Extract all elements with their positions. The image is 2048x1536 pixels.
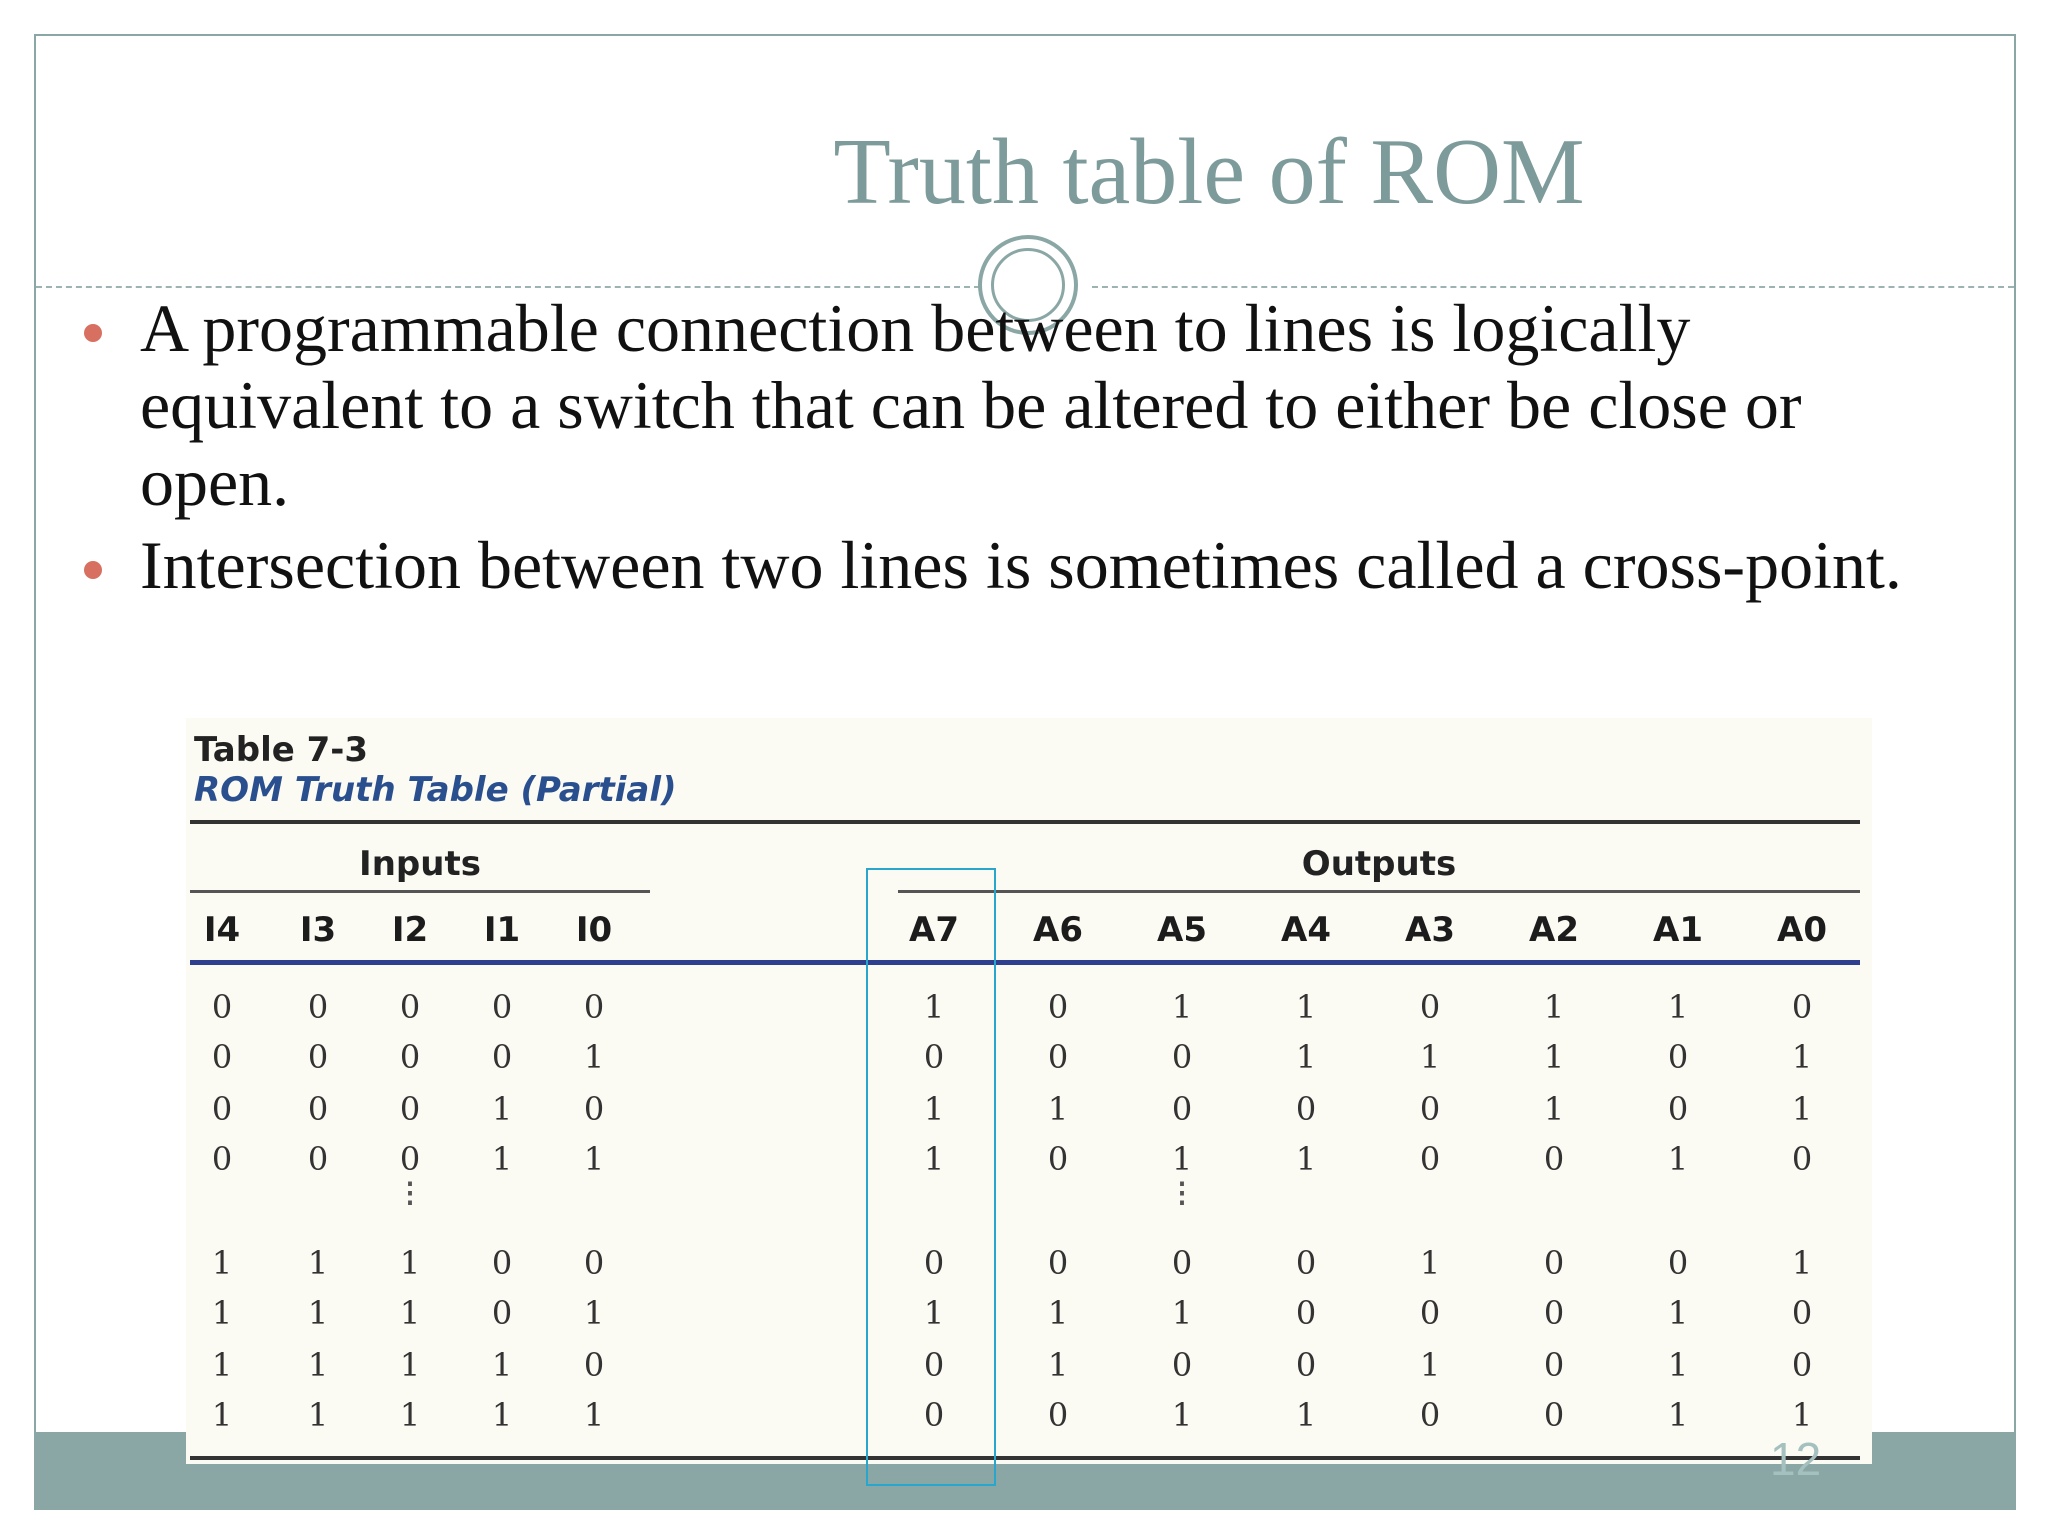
table-cell: 1 bbox=[1295, 1038, 1317, 1076]
table-cell: 1 bbox=[307, 1396, 329, 1434]
page-number: 12 bbox=[1770, 1433, 1822, 1485]
table-cell: 0 bbox=[211, 1038, 233, 1076]
inputs-group-header: Inputs bbox=[359, 844, 481, 884]
table-cell: 1 bbox=[583, 1294, 605, 1332]
table-cell: 1 bbox=[491, 1140, 513, 1178]
table-cell: 1 bbox=[1171, 988, 1193, 1026]
inputs-group-rule bbox=[190, 890, 650, 893]
column-header-a7: A7 bbox=[909, 910, 959, 950]
table-cell: 0 bbox=[1047, 1244, 1069, 1282]
table-cell: 0 bbox=[1419, 1396, 1441, 1434]
table-cell: 0 bbox=[1047, 1140, 1069, 1178]
table-cell: 0 bbox=[491, 988, 513, 1026]
table-cell: 1 bbox=[1047, 1346, 1069, 1384]
table-cell: 1 bbox=[307, 1244, 329, 1282]
table-cell: 0 bbox=[1667, 1244, 1689, 1282]
table-caption: Table 7-3 bbox=[194, 730, 369, 770]
a7-column-highlight bbox=[866, 868, 996, 1486]
table-cell: 1 bbox=[1667, 1140, 1689, 1178]
table-cell: 1 bbox=[491, 1346, 513, 1384]
slide-title: Truth table of ROM bbox=[833, 120, 1585, 224]
title-divider-right bbox=[1092, 286, 2014, 288]
rom-truth-table-figure bbox=[186, 718, 1872, 1464]
table-cell: 1 bbox=[307, 1346, 329, 1384]
outputs-group-header: Outputs bbox=[1301, 844, 1457, 884]
table-cell: 1 bbox=[307, 1294, 329, 1332]
table-cell: 0 bbox=[1047, 1396, 1069, 1434]
bullet-dot-icon bbox=[84, 561, 102, 579]
column-header-a4: A4 bbox=[1281, 910, 1331, 950]
table-cell: 0 bbox=[1543, 1294, 1565, 1332]
table-cell: 1 bbox=[399, 1244, 421, 1282]
table-cell: 0 bbox=[307, 1090, 329, 1128]
table-cell: 1 bbox=[1667, 1294, 1689, 1332]
table-cell: 1 bbox=[491, 1396, 513, 1434]
column-header-a3: A3 bbox=[1405, 910, 1455, 950]
table-cell: 1 bbox=[1543, 1090, 1565, 1128]
table-cell: 1 bbox=[1419, 1244, 1441, 1282]
table-cell: 0 bbox=[923, 1244, 945, 1282]
bullet-text: A programmable connection between to lines is logically equivalent to a switch that can be altered to either be close or open. bbox=[140, 290, 1802, 520]
table-cell: 0 bbox=[1295, 1090, 1317, 1128]
table-cell: 1 bbox=[1667, 988, 1689, 1026]
table-cell: 0 bbox=[491, 1038, 513, 1076]
column-header-i4: I4 bbox=[203, 910, 241, 950]
table-cell: 1 bbox=[399, 1294, 421, 1332]
table-cell: 0 bbox=[1171, 1346, 1193, 1384]
table-cell: 0 bbox=[1667, 1090, 1689, 1128]
ellipsis-inputs: ⋮ bbox=[396, 1176, 424, 1209]
column-header-i3: I3 bbox=[299, 910, 337, 950]
table-cell: 0 bbox=[583, 1090, 605, 1128]
table-cell: 0 bbox=[1047, 988, 1069, 1026]
table-cell: 0 bbox=[399, 1038, 421, 1076]
bullet-list bbox=[80, 290, 1940, 610]
table-cell: 0 bbox=[1543, 1140, 1565, 1178]
outputs-group-rule bbox=[898, 890, 1860, 893]
table-cell: 1 bbox=[211, 1294, 233, 1332]
table-cell: 0 bbox=[307, 988, 329, 1026]
table-cell: 0 bbox=[1543, 1244, 1565, 1282]
column-header-a5: A5 bbox=[1157, 910, 1207, 950]
table-cell: 0 bbox=[1791, 1140, 1813, 1178]
table-cell: 1 bbox=[1791, 1396, 1813, 1434]
table-cell: 0 bbox=[1667, 1038, 1689, 1076]
bullet-dot-icon bbox=[84, 324, 102, 342]
table-cell: 0 bbox=[211, 988, 233, 1026]
table-cell: 0 bbox=[1419, 1294, 1441, 1332]
table-cell: 1 bbox=[1295, 1140, 1317, 1178]
table-cell: 0 bbox=[1543, 1396, 1565, 1434]
table-cell: 1 bbox=[1667, 1396, 1689, 1434]
column-header-a1: A1 bbox=[1653, 910, 1703, 950]
table-cell: 1 bbox=[1419, 1346, 1441, 1384]
table-cell: 1 bbox=[923, 988, 945, 1026]
table-cell: 1 bbox=[1419, 1038, 1441, 1076]
table-cell: 0 bbox=[211, 1140, 233, 1178]
table-cell: 0 bbox=[399, 1140, 421, 1178]
table-cell: 0 bbox=[1791, 988, 1813, 1026]
table-cell: 1 bbox=[1171, 1140, 1193, 1178]
bullet-item bbox=[80, 290, 1940, 521]
table-cell: 1 bbox=[923, 1294, 945, 1332]
table-cell: 0 bbox=[1419, 1140, 1441, 1178]
table-cell: 0 bbox=[923, 1038, 945, 1076]
table-cell: 0 bbox=[491, 1244, 513, 1282]
table-cell: 1 bbox=[583, 1038, 605, 1076]
column-header-a0: A0 bbox=[1777, 910, 1827, 950]
table-cell: 1 bbox=[1171, 1294, 1193, 1332]
table-cell: 1 bbox=[1295, 1396, 1317, 1434]
table-cell: 0 bbox=[1295, 1294, 1317, 1332]
table-cell: 1 bbox=[923, 1090, 945, 1128]
table-cell: 1 bbox=[1047, 1090, 1069, 1128]
table-cell: 1 bbox=[1171, 1396, 1193, 1434]
column-header-a2: A2 bbox=[1529, 910, 1579, 950]
table-cell: 0 bbox=[583, 988, 605, 1026]
table-cell: 1 bbox=[1543, 988, 1565, 1026]
table-cell: 1 bbox=[923, 1140, 945, 1178]
table-cell: 1 bbox=[583, 1140, 605, 1178]
bullet-item bbox=[80, 527, 1940, 604]
table-cell: 1 bbox=[1543, 1038, 1565, 1076]
column-header-a6: A6 bbox=[1033, 910, 1083, 950]
table-cell: 0 bbox=[923, 1346, 945, 1384]
table-cell: 1 bbox=[1791, 1038, 1813, 1076]
table-cell: 1 bbox=[1667, 1346, 1689, 1384]
table-cell: 1 bbox=[583, 1396, 605, 1434]
table-cell: 0 bbox=[399, 988, 421, 1026]
table-cell: 0 bbox=[399, 1090, 421, 1128]
table-rule-top bbox=[190, 820, 1860, 824]
table-cell: 0 bbox=[1419, 1090, 1441, 1128]
table-cell: 0 bbox=[1791, 1346, 1813, 1384]
table-cell: 1 bbox=[211, 1396, 233, 1434]
table-cell: 1 bbox=[1791, 1244, 1813, 1282]
table-cell: 0 bbox=[1419, 988, 1441, 1026]
table-cell: 1 bbox=[1047, 1294, 1069, 1332]
table-cell: 0 bbox=[1047, 1038, 1069, 1076]
table-cell: 1 bbox=[491, 1090, 513, 1128]
column-header-i0: I0 bbox=[575, 910, 613, 950]
table-cell: 1 bbox=[399, 1396, 421, 1434]
table-cell: 0 bbox=[211, 1090, 233, 1128]
table-cell: 0 bbox=[1295, 1244, 1317, 1282]
column-header-i2: I2 bbox=[391, 910, 429, 950]
ellipsis-outputs: ⋮ bbox=[1168, 1176, 1196, 1209]
table-cell: 0 bbox=[923, 1396, 945, 1434]
title-divider-left bbox=[36, 286, 980, 288]
table-header-rule bbox=[190, 960, 1860, 965]
bullet-text: Intersection between two lines is sometimes called a cross-point. bbox=[140, 527, 1902, 603]
table-cell: 0 bbox=[1171, 1090, 1193, 1128]
table-subcaption: ROM Truth Table (Partial) bbox=[194, 770, 677, 810]
table-cell: 0 bbox=[583, 1346, 605, 1384]
table-cell: 1 bbox=[399, 1346, 421, 1384]
table-cell: 1 bbox=[1791, 1090, 1813, 1128]
table-cell: 0 bbox=[307, 1038, 329, 1076]
table-cell: 0 bbox=[491, 1294, 513, 1332]
table-cell: 0 bbox=[1171, 1244, 1193, 1282]
table-cell: 0 bbox=[1171, 1038, 1193, 1076]
table-cell: 1 bbox=[211, 1346, 233, 1384]
column-header-i1: I1 bbox=[483, 910, 521, 950]
table-cell: 0 bbox=[1295, 1346, 1317, 1384]
table-cell: 1 bbox=[1295, 988, 1317, 1026]
table-cell: 0 bbox=[1791, 1294, 1813, 1332]
table-cell: 0 bbox=[307, 1140, 329, 1178]
table-cell: 0 bbox=[583, 1244, 605, 1282]
table-cell: 1 bbox=[211, 1244, 233, 1282]
table-cell: 0 bbox=[1543, 1346, 1565, 1384]
table-rule-bottom bbox=[190, 1456, 1860, 1460]
